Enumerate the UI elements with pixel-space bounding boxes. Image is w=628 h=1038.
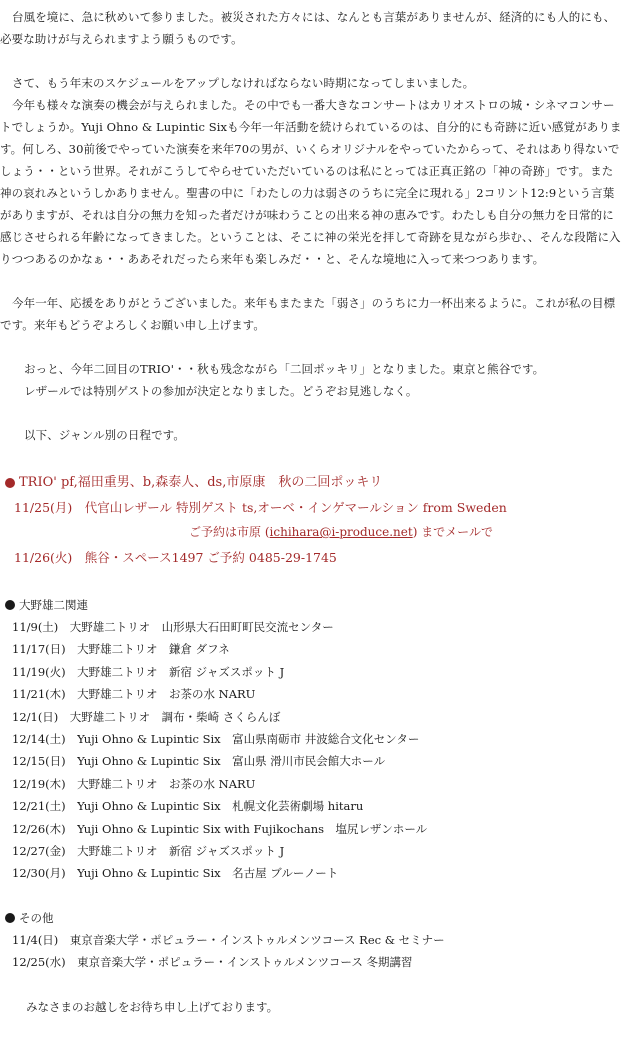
schedule-item: 11/17(日) 大野雄二トリオ 鎌倉 ダフネ <box>12 642 230 657</box>
spacer <box>0 270 622 292</box>
schedule-item: 12/1(日) 大野雄二トリオ 調布・柴崎 さくらんぼ <box>12 709 281 724</box>
schedule-item: 12/26(木) Yuji Ohno & Lupintic Six with Fujikochans 塩尻レザンホール <box>12 821 428 836</box>
spacer <box>0 50 622 72</box>
trio-section <box>0 470 622 570</box>
intro-paragraph-3: 今年も様々な演奏の機会が与えられました。その中でも一番大きなコンサートはカリオストロの城・シネマコンサートでしょうか。Yuji Ohno & Lupintic Sixも今年一年活動を続けられているのは、自分的にも奇跡に近い感覚があります。何しろ、30前後でやっていた演奏を来年70の男が、いくらオリジナルをやっていたからって、それはあり得ないでしょう・・という世界。それがこうしてやらせていただいているのは私にとっては正真正銘の「神の奇跡」です。また神の哀れみというしかありません。聖書の中に「わたしの力は弱さのうちに完全に現れる」2コリント12:9という言葉がありますが、それは自分の無力を知った者だけが味わうことの出来る神の恵みです。わたしも自分の無力を日常的に感じさせられる年齢になってきました。ということは、そこに神の栄光を拝して奇跡を見ながら歩む、、そんな段階に入りつつあるのかなぁ・・ああそれだったら来年も楽しみだ・・と、そんな境地に入って来つつあります。 <box>0 98 622 266</box>
spacer <box>0 336 622 358</box>
closing-message: みなさまのお越しをお待ち申し上げております。 <box>26 999 279 1014</box>
bullet-icon <box>5 478 15 488</box>
bullet-icon <box>5 913 15 923</box>
intro-paragraph-7: 以下、ジャンル別の日程です。 <box>24 428 185 442</box>
spacer <box>0 446 622 468</box>
schedule-item: 11/9(土) 大野雄二トリオ 山形県大石田町町民交流センター <box>12 620 334 634</box>
ohno-title-row <box>0 594 622 616</box>
spacer <box>0 974 622 996</box>
intro-paragraph-4: 今年一年、応援をありがとうございました。来年もまたまた「弱さ」のうちに力一杯出来るように。これが私の目標です。来年もどうぞよろしくお願い申し上げます。 <box>0 296 616 332</box>
email-link[interactable]: ichihara@i-produce.net <box>269 525 413 539</box>
schedule-item: 12/25(水) 東京音楽大学・ポピュラー・インストゥルメンツコース 冬期講習 <box>12 955 413 970</box>
schedule-item: 11/4(日) 東京音楽大学・ポピュラー・インストゥルメンツコース Rec & セミナー <box>12 932 445 947</box>
bullet-icon <box>5 600 15 610</box>
trio-date-1: 11/25(月) 代官山レザール 特別ゲスト ts,オーベ・インゲマールション from Sweden <box>14 500 507 515</box>
intro-paragraph-5: おっと、今年二回目のTRIO'・・秋も残念ながら「二回ポッキリ」となりました。東京と熊谷です。 <box>24 362 545 376</box>
reservation-prefix: ご予約は市原 ( <box>189 525 270 539</box>
schedule-item: 12/19(木) 大野雄二トリオ お茶の水 NARU <box>12 776 256 791</box>
other-title: その他 <box>19 910 54 925</box>
schedule-item: 12/15(日) Yuji Ohno & Lupintic Six 富山県 滑川市民会館大ホール <box>12 754 386 769</box>
ohno-section <box>0 594 622 885</box>
intro-paragraph-6: レザールでは特別ゲストの参加が決定となりました。どうぞお見逃しなく。 <box>24 384 418 398</box>
other-schedule-list <box>0 929 622 974</box>
trio-reservation <box>0 520 622 545</box>
schedule-item: 12/27(金) 大野雄二トリオ 新宿 ジャズスポット J <box>12 844 285 859</box>
spacer <box>0 570 622 594</box>
ohno-schedule-list <box>0 616 622 885</box>
trio-title: TRIO' pf,福田重男、b,森泰人、ds,市原康 秋の二回ポッキリ <box>19 475 383 490</box>
spacer <box>12 402 622 424</box>
trio-date-2: 11/26(火) 熊谷・スペース1497 ご予約 0485-29-1745 <box>14 550 337 565</box>
schedule-item: 12/14(土) Yuji Ohno & Lupintic Six 富山県南砺市 井波総合文化センター <box>12 732 420 747</box>
intro-section <box>0 6 622 446</box>
other-section <box>0 907 622 974</box>
intro-paragraph-1: 台風を境に、急に秋めいて参りました。被災された方々には、なんとも言葉がありませんが、経済的にも人的にも、必要な助けが与えられますよう願うものです。 <box>0 10 616 46</box>
spacer <box>0 885 622 907</box>
schedule-item: 12/21(土) Yuji Ohno & Lupintic Six 札幌文化芸術劇場 hitaru <box>12 799 364 814</box>
schedule-item: 11/19(火) 大野雄二トリオ 新宿 ジャズスポット J <box>12 664 285 679</box>
trio-note <box>0 358 622 446</box>
intro-paragraph-2: さて、もう年末のスケジュールをアップしなければならない時期になってしまいました。 <box>12 76 475 90</box>
schedule-item: 12/30(月) Yuji Ohno & Lupintic Six 名古屋 ブルーノート <box>12 866 339 881</box>
ohno-title: 大野雄二関連 <box>19 598 88 612</box>
schedule-item: 11/21(木) 大野雄二トリオ お茶の水 NARU <box>12 687 256 702</box>
other-title-row <box>0 907 622 929</box>
trio-title-row <box>0 470 622 495</box>
reservation-suffix: ) までメールで <box>412 525 493 539</box>
